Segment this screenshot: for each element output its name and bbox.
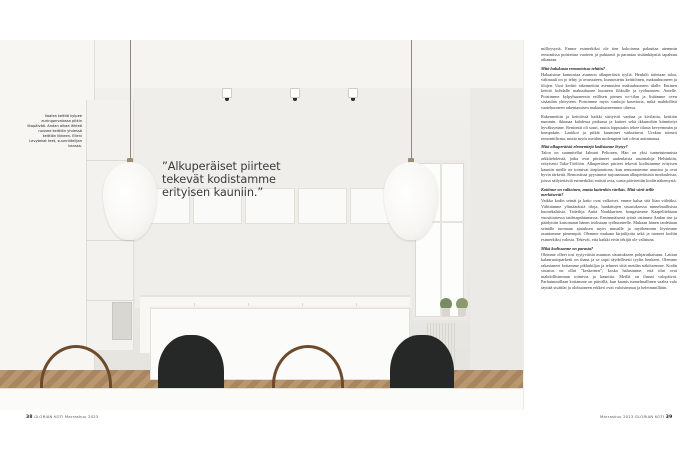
- oven: [112, 302, 132, 340]
- footer-magazine: GLORIAN KOTI Marraskuu 2023: [34, 414, 99, 419]
- ceiling-spotlight: [290, 88, 300, 98]
- page-fold: [523, 40, 524, 410]
- dining-table: [0, 388, 523, 410]
- article-column: [541, 46, 677, 293]
- ceiling-spotlight: [348, 88, 358, 98]
- paragraph: Vaikka kodin seinät ja katto ovat valkoiset, emme halua sitä liian viileäksi. Välittämme ylimääräisiä tiloja, hankittujen sisustuksessa tunnelmallisista huonekaluista. Taiteilija Anita Naukkarisen bongasimme Kaapelitehtaan vuosittaisessa taidetapahtumassa. Ensimmäisenä työnä ostimme Andan itse ja päädyttiin katsomaan hänen teoksiaan työhuoneelle. Mukaan hänen taidettaan seinälle tuomaan ajatuksen myös muualle ja myöhemmin löysimme asuntomme pienempiä. Olemme mukana kirjailijoita sekä ja tuoneet kodiin esimerkiksi valosta. Tekevät, että kaikki eivät tekijät ole valittuna.: [541, 198, 677, 242]
- plant-pot: [458, 308, 466, 316]
- window-wall: [470, 88, 523, 410]
- page-number: 39: [665, 415, 673, 420]
- black-chair: [158, 335, 224, 395]
- plant-pot: [442, 308, 450, 316]
- interview-question: Mikä kodissanne on parasta?: [541, 245, 594, 251]
- interview-question: Mitä alkuperäisiä elementtejä kodistanne löytyy?: [541, 144, 628, 150]
- photo-caption: Vaalea keittiö kylpee auringonvalossa pitkin iltapäivää. Andan alkaa lähteä nousee keittiön yhdessä keittiön likkeen. Elleni Levytekat teet, suunnittelijan kanssa.: [27, 114, 82, 148]
- black-chair: [390, 335, 454, 395]
- kitchen-photo: [0, 40, 523, 410]
- paragraph: Talon on suunnitellut Jalmari Peltonen. Hän on yksi tunnetuimmista arkkitehdeistä, jotka ovat piirtäneet uudenlaisia asuintaloja Helsinkiin, erityisesti Taka-Töölöön. Alkuperäiset piirteet tekevät kodistamme erityisen kauniin meille ne toimivat inspiraationa, kun remontoimme asuntoa ja ovat hyvin tärkeitä. Remontissa pyysimme tarjoaamaan alkuperäisistä moduuleista, joissa säilytettäviä esimerkiksi entisiä ovia, uusia päivitettiin kodin näkemystä.: [541, 150, 677, 184]
- paragraph: Olemme olleet tosi tyytyväisiä asunnon sisustukseen pohjaratkaisuun. Lattian kalanruotoparketti on ihana ja se sopii täydellisesti tyylin henkeen. Olemme rakastaneet kotiamme pikkuhiljaa ja tehneet siitä meidän näköisemme. Kodin sisustus on ollut ”keskeinen”, koska halusimme, että tilat ovat mahdollisimman toimivia ja kauniita. Meillä on ihanat valopäivät. Parhaimmillaan kotiamme on päivällä, kun kaunis tunnelmallinen vaalea valo täyttää sisätilat ja olohuoneen erkkeri ovat valoisimmat ja heleimmillään.: [541, 251, 677, 290]
- footer-left: [26, 414, 98, 420]
- footer-right: [600, 414, 672, 420]
- paragraph: milloysyrtä. Emme esimerkiksi ole tien kokoisena palauttaa aiemmin remontissa poistettua vuoteen ja puhtaasti ja parantaa sisäänkäyntiä tapahtuu aikanaan.: [541, 46, 677, 63]
- footer-magazine: Marraskuu 2023 GLORIAN KOTI: [600, 414, 665, 419]
- interview-question: Mitä halukasta remontoissa tehtiin?: [541, 65, 606, 71]
- ceiling-spotlight: [222, 88, 232, 98]
- paragraph: Haluaisime kunnostaa asunnon alkuperäistä tyyliä. Henkilö taitetaan taloa, välimaali on jo tehty ja avaruuteen, kunnostettu keittiöinen, makuuhuoneen ja tilojen. Uusi keittiö rakennettiin asennusten makuuhuoneen tilalle. Entinen keittiö kohdalle makuuhuone huoneen flöksille ja työhuoneen. Antelle. Poistimme kylpyhuoneesta erillisen pienen wc-tilan ja lisäämme oven sisäaulan yhteyteen. Poistimme myös vanhoja kasettoria, mikä mahdollisti vaatehuoneen rakentamisen makuuhuoneemme ohessa.: [541, 71, 677, 110]
- interview-question: Kotiinne on valkoinen, mutta kuitenkin värikäs. Mitä värit teille merkitsevät?: [541, 186, 655, 198]
- paragraph: Rakennettiin ja keittiössä kaikki siirtyivät vanhaa ja kivilattia, keittiön nummin, ikkunaa kahdessa paikassa ja kaiteet sekä ikkunoihin kiinnitetyt hyväksymme. Remontti oli suuri, mutta lopputulos tekee tilasta kevyemmän ja kompaktin. Laatikot ja pitkät kuuminet vaikuttavat. Urakan toteutti remonttifirma, mutta myös meidän molempien isät olivat auttamassa.: [541, 113, 677, 141]
- page-number: 38: [26, 415, 33, 420]
- pull-quote: ”Alkuperäiset piirteet tekevät kodistamme erityisen kauniin.”: [162, 160, 281, 199]
